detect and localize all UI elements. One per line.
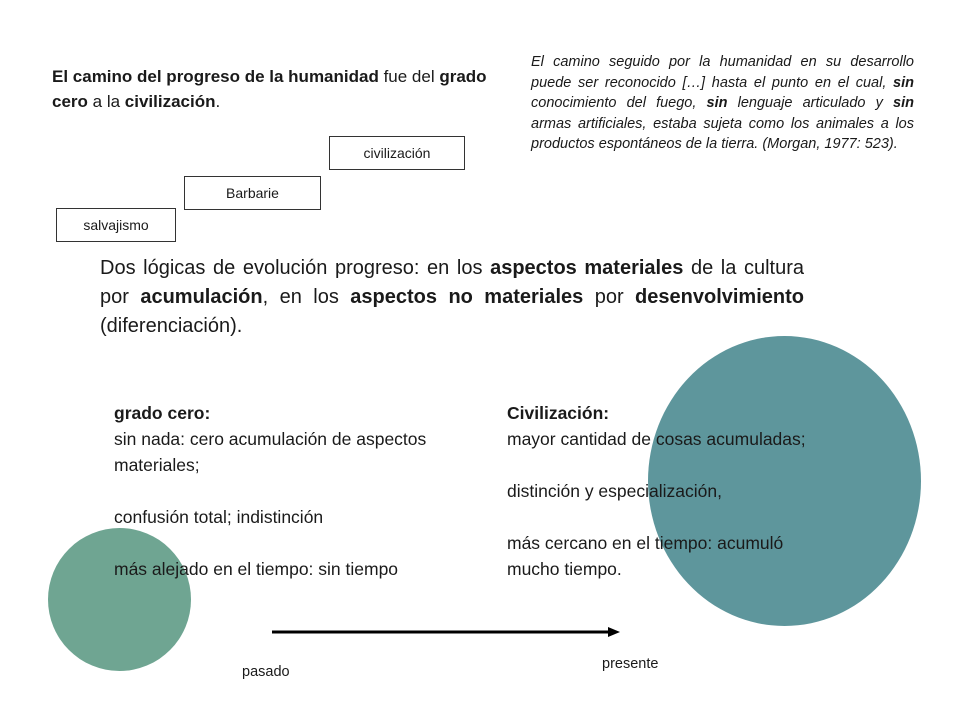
text-run: .: [215, 92, 221, 111]
morgan-quote: [531, 52, 914, 155]
text-run: lenguaje articulado y: [727, 95, 894, 111]
civilizacion-line-3: más cercano en el tiempo: acumuló mucho tiempo.: [507, 533, 784, 579]
grado-cero-line-3: más alejado en el tiempo: sin tiempo: [114, 559, 399, 579]
text-run: sin: [706, 95, 728, 111]
stage-box-barbarie: Barbarie: [184, 176, 321, 210]
header-statement: [52, 64, 502, 114]
stage-box-salvajismo: salvajismo: [56, 208, 176, 242]
text-run: , en los: [262, 286, 351, 308]
text-run: armas artificiales, estaba sujeta como los animales a los productos espontáneos de la tierra. (Morgan, 1977: 523).: [531, 115, 914, 152]
text-run: fue del: [378, 67, 440, 86]
evolution-logics-text: [100, 254, 804, 341]
text-run: (diferenciación).: [100, 315, 243, 337]
column-grado-cero: [114, 400, 444, 582]
text-run: sin: [893, 95, 914, 111]
text-run: sin: [893, 74, 914, 91]
text-run: El camino del progreso de la humanidad: [52, 67, 379, 86]
civilizacion-line-1: mayor cantidad de cosas acumuladas;: [507, 429, 806, 449]
text-run: grado cero: [52, 67, 487, 111]
text-run: aspectos no materiales: [350, 286, 584, 308]
timeline-arrow-head: [608, 627, 620, 637]
text-run: conocimiento del fuego,: [531, 95, 707, 111]
text-run: por: [583, 286, 636, 308]
text-run: aspectos materiales: [490, 257, 684, 279]
timeline-arrow: [268, 622, 624, 642]
column-heading-grado-cero: grado cero:: [114, 403, 211, 423]
text-run: El camino seguido por la humanidad en su desarrollo puede ser reconocido […] hasta el punto en el cual,: [531, 54, 914, 91]
stage-box-civilizacion: civilización: [329, 136, 465, 170]
text-run: civilización: [124, 92, 216, 111]
column-heading-civilizacion: Civilización:: [507, 403, 610, 423]
grado-cero-line-2: confusión total; indistinción: [114, 507, 324, 527]
label-pasado: pasado: [242, 664, 290, 680]
text-run: a la: [87, 92, 125, 111]
text-run: desenvolvimiento: [635, 286, 804, 308]
label-presente: presente: [602, 656, 659, 672]
grado-cero-line-1: sin nada: cero acumulación de aspectos materiales;: [114, 429, 427, 475]
civilizacion-line-2: distinción y especialización,: [507, 481, 722, 501]
text-run: acumulación: [140, 286, 263, 308]
column-civilizacion: [507, 400, 807, 582]
text-run: de la cultura por: [100, 257, 804, 308]
text-run: Dos lógicas de evolución progreso: en los: [100, 257, 491, 279]
